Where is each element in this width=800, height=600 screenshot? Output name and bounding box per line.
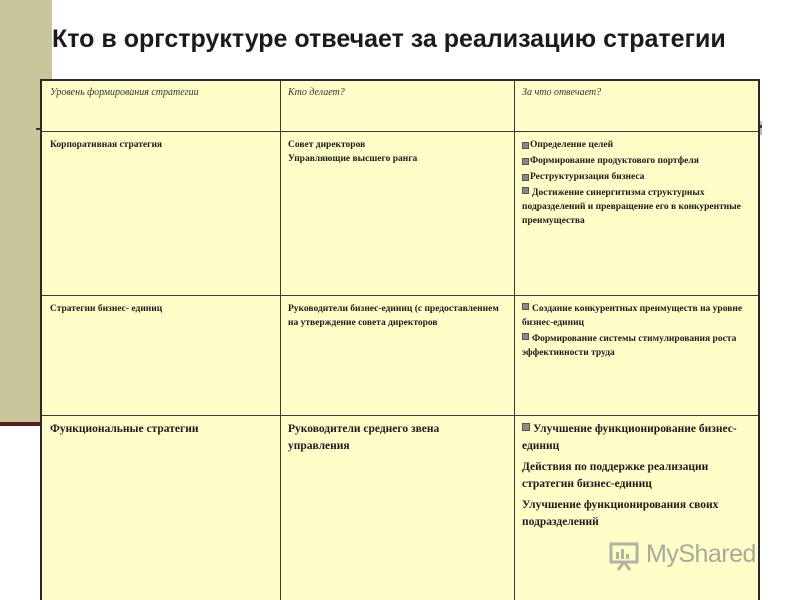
header-level: Уровень формирования стратегии: [50, 87, 199, 98]
bullet-icon: [522, 333, 529, 340]
header-who: Кто делает?: [288, 87, 345, 98]
row-resp-functional: [522, 421, 750, 533]
row-who-corporate: [288, 138, 506, 166]
row-who-business: Руководители бизнес-единиц (с предоставлением на утверждение совета директоров: [288, 304, 499, 328]
list-item: Формирование продуктового портфеля: [522, 154, 744, 168]
list-item: Действия по поддержке реализации стратегии бизнес-единиц: [522, 461, 709, 490]
watermark-text: MyShared: [646, 540, 756, 568]
who-line: Управляющие высшего ранга: [288, 154, 418, 164]
column-divider: [280, 81, 281, 600]
bullet-icon: [522, 303, 529, 310]
row-level-business: Стратегии бизнес- единиц: [50, 304, 163, 314]
column-divider: [514, 81, 515, 600]
bullet-icon: [522, 423, 530, 431]
row-who-functional: Руководители среднего звена управления: [288, 423, 440, 452]
bullet-icon: [522, 174, 529, 181]
watermark: [608, 538, 764, 572]
list-item: Определение целей: [522, 138, 744, 152]
row-resp-corporate: [522, 138, 744, 230]
list-item: Реструктуризация бизнеса: [522, 170, 744, 184]
list-item: Формирование системы стимулирования роста эффективности труда: [522, 334, 737, 358]
bullet-icon: [522, 158, 529, 165]
row-divider: [42, 131, 758, 132]
list-item: Достижение синергитизма структурных подразделений и превращение его в конкурентные преимущества: [522, 188, 741, 226]
row-resp-business: [522, 302, 748, 362]
row-level-corporate: Корпоративная стратегия: [50, 140, 163, 150]
header-responsibility: За что отвечает?: [522, 87, 602, 98]
list-item: Улучшение функционирования своих подразделений: [522, 499, 719, 528]
presentation-icon: [608, 538, 642, 572]
row-divider: [42, 415, 758, 416]
bullet-icon: [522, 142, 529, 149]
row-divider: [42, 295, 758, 296]
list-item: Улучшение функционирование бизнес-единиц: [522, 423, 737, 452]
slide-title: Кто в оргструктуре отвечает за реализацию стратегии: [52, 25, 726, 53]
strategy-table: [40, 79, 760, 600]
who-line: Совет директоров: [288, 140, 366, 150]
bullet-icon: [522, 187, 529, 194]
row-level-functional: Функциональные стратегии: [50, 423, 199, 435]
list-item: Создание конкурентных преимуществ на уровне бизнес-единиц: [522, 304, 743, 328]
